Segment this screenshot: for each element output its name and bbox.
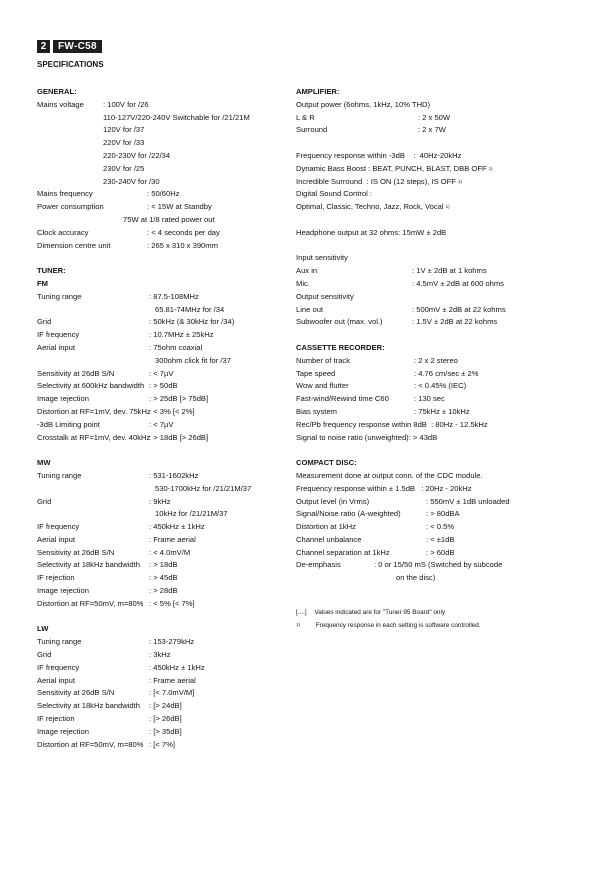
spec-label: Aerial input [37,675,75,685]
fm-heading: FM [37,278,48,288]
spec-value: : > 60dB [426,547,455,557]
spec-label: Tape speed [296,368,336,378]
spec-value: : 2 x 7W [418,125,446,135]
spec-row [296,278,566,291]
spec-value: : 87.5-108MHz [149,291,199,301]
spec-value: 230-240V for /30 [103,176,160,186]
spec-value: : [< 7%] [149,739,175,749]
spec-value: : 10.7MHz ± 25kHz [149,330,214,340]
spec-value: : < 15W at Standby [147,202,212,212]
spec-label: Dimension centre unit [37,240,111,250]
spec-label: Image rejection [37,586,89,596]
spec-row [37,150,287,163]
output-sensitivity-line [296,291,566,304]
footnote-marker: 1) [457,178,462,184]
spec-value: : 153-279kHz [149,637,195,647]
spec-row [37,240,287,253]
spec-row [37,214,287,227]
spec-value: : > 50dB [149,381,178,391]
spec-value: 110-127V/220-240V Switchable for /21/21M [103,112,250,122]
spec-label: Grid [37,317,52,327]
spec-label: Channel unbalance [296,534,362,544]
page-number-badge: 2 [37,40,50,53]
spec-row [37,496,287,509]
spec-value: : 0 or 15/50 mS (Switched by subcode [374,560,503,570]
recpb-text: Rec/Pb frequency response within 8dB : 80Hz - 12.5kHz [296,419,488,429]
spec-row [37,713,287,726]
spec-label: Surround [296,125,328,135]
spec-value: : 531-1602kHz [149,470,199,480]
spec-row [37,598,287,611]
spec-value: : 130 sec [414,394,445,404]
spec-value: 220-230V for /22/34 [103,150,171,160]
spec-label: -3dB Limiting point [37,419,100,429]
right-column [296,86,566,585]
spec-label: Sensitivity at 26dB S/N [37,688,115,698]
spec-row [37,304,287,317]
headphone-text: Headphone output at 32 ohms: 15mW ± 2dB [296,227,447,237]
spec-value: : > 28dB [149,586,178,596]
spec-row [37,137,287,150]
spec-row [37,380,287,393]
spec-value: : > 18dB [149,560,178,570]
spec-row [37,585,287,598]
spec-value: : 450kHz ± 1kHz [149,662,205,672]
dsc-label-line [296,188,566,201]
spec-label: Tuning range [37,470,82,480]
spec-row [37,201,287,214]
spec-label: Selectivity at 600kHz bandwidth [37,381,145,391]
spec-value: : [< 7.0mV/M] [149,688,195,698]
spec-label: IF rejection [37,573,75,583]
spec-value: : > 18dB [> 26dB] [149,432,209,442]
spec-row [37,483,287,496]
spec-row [37,355,287,368]
spec-row [37,687,287,700]
spec-value: 65.81-74MHz for /34 [155,304,225,314]
spec-row [296,355,566,368]
spec-row [296,112,566,125]
spec-value: : < 4 seconds per day [147,227,220,237]
spec-value: 120V for /37 [103,125,145,135]
spec-row [296,559,566,572]
spec-row [37,188,287,201]
spec-label: Distortion at 1kHz [296,522,356,532]
spec-row [37,739,287,752]
spec-value: : [> 35dB] [149,726,182,736]
spec-label: Mains voltage [37,99,84,109]
freq-response-text: Frequency response within -3dB : 40Hz-20kHz [296,150,462,160]
input-sensitivity-label: Input sensitivity [296,253,348,263]
spec-label: Wow and flutter [296,381,349,391]
spec-row [37,649,287,662]
footnote [296,622,481,629]
spec-value: : < 0.45% (IEC) [414,381,467,391]
spec-label: Output level (in Vrms) [296,496,370,506]
spec-value: : 450kHz ± 1kHz [149,522,205,532]
measurement-text: Measurement done at output conn. of the CDC module. [296,470,483,480]
output-power-line [296,99,566,112]
spec-label: Aerial input [37,342,75,352]
spec-row [296,265,566,278]
spec-row [296,496,566,509]
spec-row [37,675,287,688]
spec-value: 530-1700kHz for /21/21M/37 [155,483,252,493]
spec-label: Signal/Noise ratio (A-weighted) [296,509,401,519]
spec-label: Grid [37,650,52,660]
spec-row [37,521,287,534]
spec-label: Number of track [296,355,351,365]
bracket-note [296,609,445,616]
general-heading: GENERAL: [37,87,77,96]
spec-value: : 1.5V ± 2dB at 22 kohms [412,317,498,327]
fm-spec-list [37,291,287,445]
spec-label: Tuning range [37,637,82,647]
spec-value: 220V for /33 [103,138,145,148]
spec-row [37,329,287,342]
snr-line [296,432,566,445]
spec-row [37,176,287,189]
spec-value: : 50/60Hz [147,189,180,199]
spec-label: Distortion at RF=50mV, m=80% [37,739,144,749]
spec-row [37,547,287,560]
spec-value: : 75ohm coaxial [149,342,203,352]
mw-spec-list [37,470,287,611]
footnote-marker: 1) [445,204,450,210]
spec-row [37,662,287,675]
spec-value: 75W at 1/8 rated power out [123,214,215,224]
spec-label: Distortion at RF=50mV, m=80% [37,598,144,608]
spec-row [37,291,287,304]
spec-label: Subwoofer out (max. vol.) [296,317,383,327]
spec-label: Selectivity at 18kHz bandwidth [37,560,140,570]
spec-label: Aerial input [37,534,75,544]
spec-label: Sensitivity at 26dB S/N [37,368,115,378]
spec-value: on the disc) [396,573,436,583]
spec-value: : 3kHz [149,650,171,660]
tuner-heading: TUNER: [37,266,66,276]
dsc-label: Digital Sound Control : [296,189,372,199]
spec-value: : 265 x 310 x 390mm [147,240,218,250]
spec-row [37,316,287,329]
spec-row [37,572,287,585]
headphone-line [296,227,566,240]
spec-row [296,508,566,521]
dbb-text: Dynamic Bass Boost : BEAT, PUNCH, BLAST, DBB OFF [296,163,487,173]
spec-value: : [> 26dB] [149,714,182,724]
incredible-surround-line [296,176,566,189]
spec-row [37,99,287,112]
spec-value: : Frame aerial [149,675,196,685]
spec-row [296,380,566,393]
mw-heading: MW [37,458,51,468]
incredible-surround-text: Incredible Surround : IS ON (12 steps), IS OFF [296,176,456,186]
spec-row [37,342,287,355]
page-header [37,40,102,53]
spec-value: : 50kHz (& 30kHz for /34) [149,317,235,327]
measurement-line [296,470,566,483]
spec-label: Grid [37,496,52,506]
spec-value: : 9kHz [149,496,171,506]
dsc-value: Optimal, Classic, Techno, Jazz, Rock, Vocal [296,202,444,212]
cassette-spec-list [296,355,566,419]
spec-row [296,534,566,547]
spec-value: : < 3% [< 2%] [149,406,195,416]
spec-label: Power consumption [37,202,104,212]
spec-value: : < 7µV [149,368,174,378]
spec-value: : < 4.0mV/M [149,547,191,557]
spec-row [296,304,566,317]
spec-row [37,432,287,445]
spec-value: : 550mV ± 1dB unloaded [426,496,510,506]
spec-row [37,726,287,739]
cassette-heading: CASSETTE RECORDER: [296,342,385,352]
spec-label: Distortion at RF=1mV, dev. 75kHz [37,406,151,416]
spec-value: : > 25dB [> 75dB] [149,394,209,404]
lw-heading: LW [37,624,49,634]
spec-row [37,112,287,125]
spec-label: Line out [296,304,324,314]
recpb-line [296,419,566,432]
spec-value: : < 0.5% [426,522,455,532]
spec-value: 230V for /25 [103,163,145,173]
spec-value: : < 7µV [149,419,174,429]
spec-value: : 4.5mV ± 2dB at 600 ohms [412,278,504,288]
spec-row [37,406,287,419]
spec-row [37,470,287,483]
spec-value: : 500mV ± 2dB at 22 kohms [412,304,506,314]
cd-freq-line [296,483,566,496]
spec-label: Image rejection [37,726,89,736]
spec-value: : 2 x 50W [418,112,451,122]
spec-label: Channel separation at 1kHz [296,547,390,557]
general-spec-list [37,99,287,253]
spec-value: : < 5% [< 7%] [149,598,195,608]
footnote-text: Frequency response in each setting is software controlled. [315,622,481,629]
spec-value: : 1V ± 2dB at 1 kohms [412,266,487,276]
spec-label: IF frequency [37,662,80,672]
cd-spec-list [296,496,566,560]
snr-text: Signal to noise ratio (unweighted): > 43dB [296,432,438,442]
spec-label: Crosstalk at RF=1mV, dev. 40kHz [37,432,151,442]
dbb-line [296,163,566,176]
spec-row [37,700,287,713]
cd-freq-text: Frequency response within ± 1.5dB : 20Hz - 20kHz [296,483,472,493]
compact-disc-heading: COMPACT DISC: [296,458,357,468]
left-column [37,86,287,751]
spec-label: Bias system [296,406,337,416]
dsc-value-line [296,201,566,214]
spec-row [37,124,287,137]
spec-row [296,547,566,560]
lw-spec-list [37,636,287,751]
spec-row [37,508,287,521]
spec-value: : 75kHz ± 10kHz [414,406,470,416]
spec-value: : 4.76 cm/sec ± 2% [414,368,479,378]
spec-label: Clock accuracy [37,227,89,237]
spec-label: Mic. [296,278,310,288]
spec-row [37,163,287,176]
spec-row [296,406,566,419]
input-sensitivity-line [296,252,566,265]
footnote-mark: 1) [296,622,301,627]
spec-label: L & R [296,112,315,122]
spec-label: Fast-wind/Rewind time C60 [296,394,389,404]
spec-row [37,419,287,432]
spec-row [296,368,566,381]
spec-label: De-emphasis [296,560,341,570]
spec-label: Mains frequency [37,189,93,199]
spec-label: IF frequency [37,330,80,340]
freq-response-line [296,150,566,163]
spec-label: Selectivity at 18kHz bandwidth [37,701,140,711]
spec-row [37,559,287,572]
spec-row [37,368,287,381]
footnote-marker: 1) [488,165,493,171]
spec-row [296,393,566,406]
model-badge: FW-C58 [53,40,102,53]
spec-row [296,521,566,534]
spec-row [296,124,566,137]
bracket-note-text: Values indicated are for "Tuner 95 Board" only [314,609,446,616]
page-title: SPECIFICATIONS [37,60,104,69]
spec-value: 300ohm click fit for /37 [155,355,231,365]
spec-value: : 2 x 2 stereo [414,355,458,365]
spec-label: Image rejection [37,394,89,404]
spec-row [37,227,287,240]
amplifier-heading: AMPLIFIER: [296,87,340,96]
spec-value: 10kHz for /21/21M/37 [155,509,228,519]
bracket-note-mark: [....] [296,609,307,616]
spec-value: : < ±1dB [426,534,455,544]
spec-value: : [> 24dB] [149,701,182,711]
spec-value: : Frame aerial [149,534,196,544]
spec-value: : > 80dBA [426,509,460,519]
spec-row [37,534,287,547]
spec-row [296,316,566,329]
spec-label: IF rejection [37,714,75,724]
spec-value: : > 45dB [149,573,178,583]
spec-label: Sensitivity at 26dB S/N [37,547,115,557]
output-sensitivity-label: Output sensitivity [296,291,354,301]
spec-value: : 100V for /26 [103,99,149,109]
output-power-text: Output power (6ohms, 1kHz, 10% THD) [296,99,431,109]
spec-row-continued [296,572,566,585]
spec-label: Aux in [296,266,318,276]
spec-label: Tuning range [37,291,82,301]
spec-row [37,636,287,649]
spec-row [37,393,287,406]
spec-label: IF frequency [37,522,80,532]
